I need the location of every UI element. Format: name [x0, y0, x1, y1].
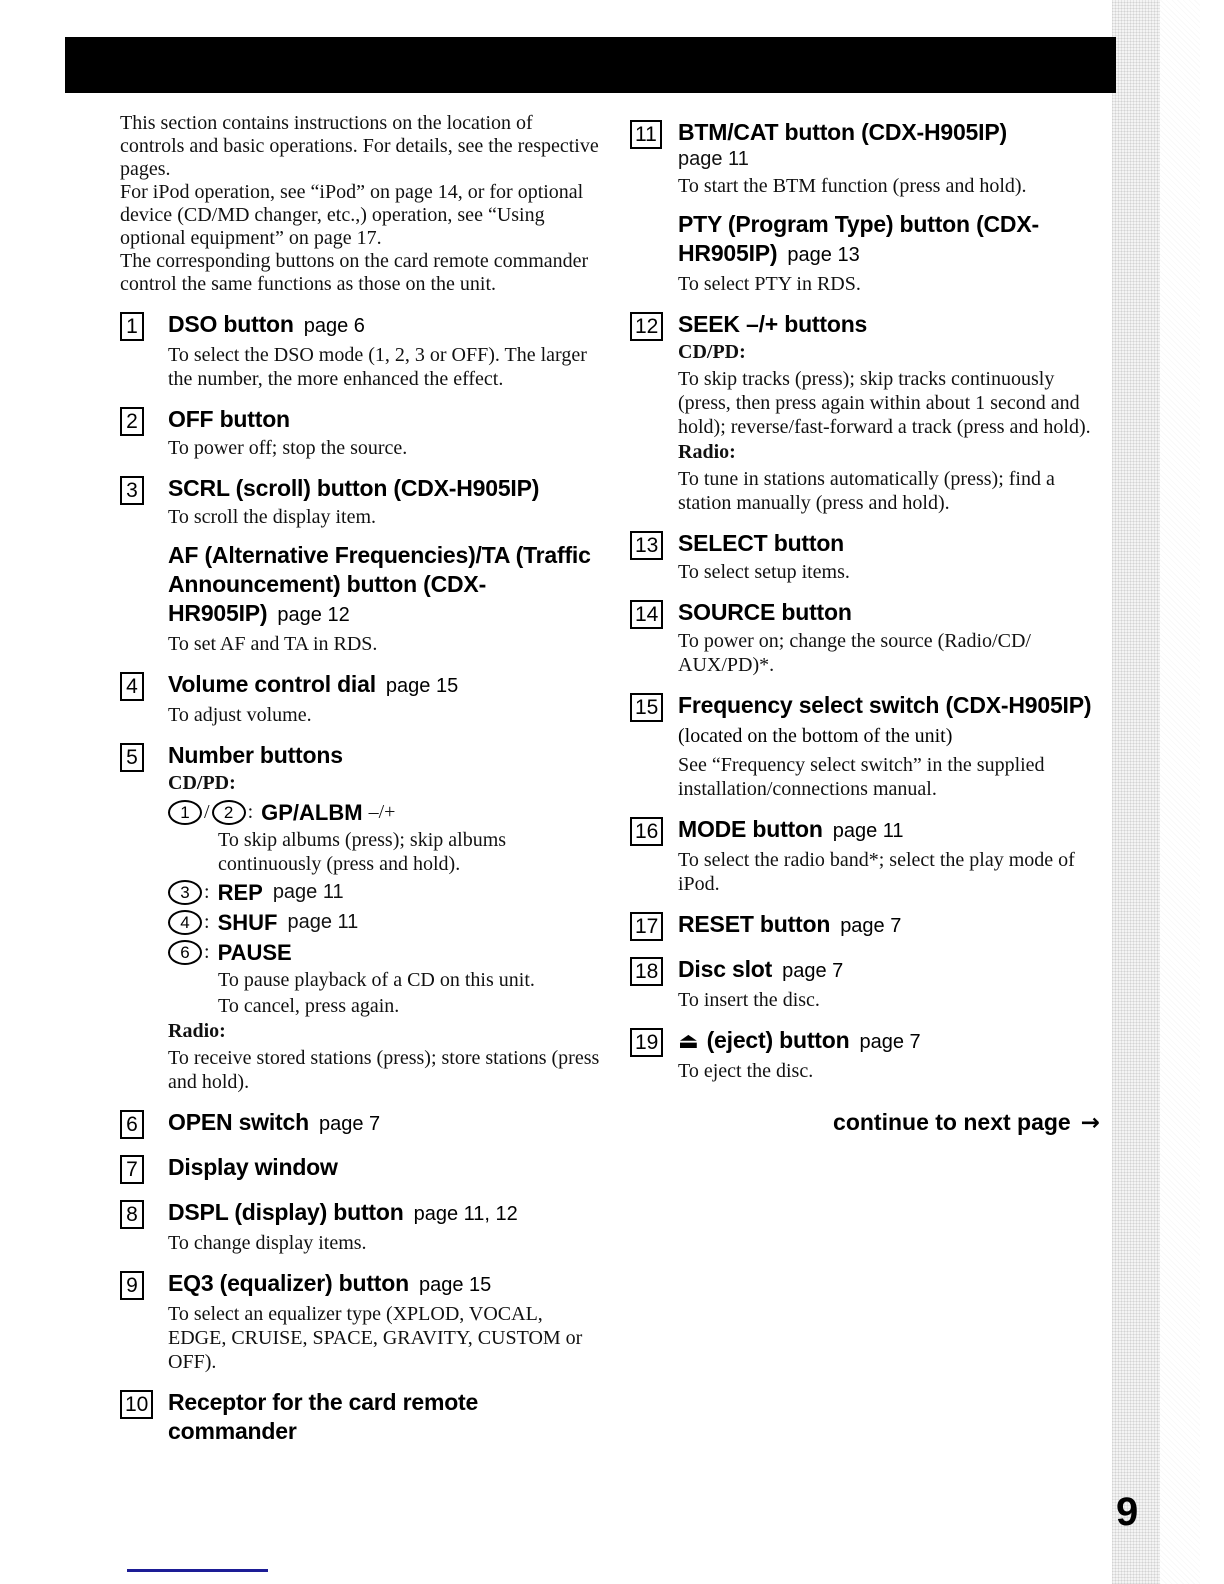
item-heading [168, 1388, 602, 1446]
item-number-box: 16 [630, 817, 663, 846]
number-button-entry-4 [168, 909, 602, 936]
item-eject-button [630, 1026, 1110, 1083]
item-eq3-button [120, 1269, 602, 1374]
item-body: To receive stored stations (press); store stations (press and hold). [168, 1047, 600, 1093]
sub-title: PTY (Program Type) button (CDX-HR905IP) page 13 [678, 211, 1039, 266]
item-title: (eject) button [706, 1027, 850, 1053]
item-title: DSO button [168, 311, 294, 337]
item-title: Receptor for the card remote commander [168, 1389, 479, 1444]
item-title: EQ3 (equalizer) button [168, 1270, 409, 1296]
minus-plus-suffix: –/+ [368, 801, 396, 823]
item-title: OFF button [168, 406, 290, 432]
number-button-entry-3 [168, 879, 602, 906]
page-ref: page 11, 12 [413, 1203, 518, 1225]
page-ref: page 7 [840, 915, 902, 937]
colon: : [204, 911, 210, 933]
page-ref: page 15 [418, 1274, 492, 1296]
item-body: To select the DSO mode (1, 2, 3 or OFF). The larger the number, the more enhanced the effect. [168, 344, 587, 390]
item-source-button [630, 598, 1110, 677]
item-number-box: 10 [120, 1390, 153, 1419]
item-title: Number buttons [168, 742, 343, 768]
button-function-label: PAUSE [217, 940, 292, 965]
item-number-box: 14 [630, 600, 663, 629]
eject-icon: ⏏ [678, 1029, 699, 1054]
colon: : [204, 881, 210, 903]
page-number: 9 [1116, 1490, 1139, 1534]
item-heading [678, 1026, 1110, 1057]
page-ref: page 11 [287, 911, 359, 933]
number-button-entry-6 [168, 939, 602, 966]
page-ref: page 6 [303, 315, 365, 337]
item-select-button [630, 529, 1110, 584]
item-receptor-card-remote [120, 1388, 602, 1446]
circled-6-icon: 6 [168, 940, 202, 965]
page-ref: page 7 [859, 1031, 921, 1053]
item-mode-button [630, 815, 1110, 896]
item-off-button [120, 405, 602, 460]
item-number-box: 19 [630, 1028, 663, 1057]
item-body: To select setup items. [678, 561, 850, 583]
page-ref: page 7 [318, 1113, 381, 1135]
item-title: Volume control dial [168, 671, 376, 697]
item-heading [678, 815, 1110, 846]
item-btm-cat-button [630, 118, 1110, 296]
sub-title: AF (Alternative Frequencies)/TA (Traffic Announcement) button (CDX-HR905IP) page 12 [168, 542, 591, 626]
button-function-label: SHUF [217, 910, 278, 935]
item-number-box: 13 [630, 531, 663, 560]
item-title: DSPL (display) button [168, 1199, 404, 1225]
page-ref: page 11 [678, 148, 749, 170]
item-body: To power on; change the source (Radio/CD/ AUX/PD)*. [678, 630, 1031, 676]
item-number-buttons [120, 741, 602, 1094]
page-ref: page 11 [272, 881, 344, 903]
item-heading [168, 1198, 602, 1229]
intro-text [120, 112, 602, 296]
entry-body: To skip albums (press); skip albums continuously (press and hold). [218, 829, 507, 875]
circled-2-icon: 2 [212, 800, 246, 825]
cdpd-label: CD/PD: [168, 772, 236, 794]
item-number-box: 18 [630, 957, 663, 986]
continue-note [630, 1109, 1110, 1136]
item-number-box: 6 [120, 1110, 144, 1139]
page-ref: page 15 [385, 675, 459, 697]
item-body: To adjust volume. [168, 704, 312, 726]
item-open-switch [120, 1108, 602, 1139]
item-title: BTM/CAT button (CDX-H905IP) [678, 119, 1007, 145]
item-heading [678, 118, 1110, 147]
item-title: SCRL (scroll) button (CDX-H905IP) [168, 475, 540, 501]
item-number-box: 7 [120, 1155, 144, 1184]
item-seek-buttons [630, 310, 1110, 515]
colon: : [247, 801, 254, 823]
item-number-box: 2 [120, 407, 144, 436]
item-number-box: 3 [120, 476, 144, 505]
item-title: Disc slot [678, 956, 773, 982]
arrow-right-icon: → [1080, 1110, 1100, 1136]
item-title: Display window [168, 1154, 338, 1180]
item-number-box: 12 [630, 312, 663, 341]
intro-paragraph: This section contains instructions on the location of controls and basic operations. For details, see the respective pages. [120, 112, 599, 180]
colon: : [204, 941, 210, 963]
item-disc-slot [630, 955, 1110, 1012]
item-body: To power off; stop the source. [168, 437, 408, 459]
circled-1-icon: 1 [168, 800, 202, 825]
circled-4-icon: 4 [168, 910, 202, 935]
item-number-box: 9 [120, 1271, 144, 1300]
item-heading [168, 405, 602, 434]
radio-label: Radio: [678, 441, 736, 463]
item-body: To scroll the display item. [168, 506, 377, 528]
item-body: To start the BTM function (press and hold). [678, 175, 1027, 197]
item-display-window [120, 1153, 602, 1184]
circled-3-icon: 3 [168, 880, 202, 905]
item-title: SOURCE button [678, 599, 852, 625]
item-number-box: 11 [630, 120, 662, 149]
footer-line [127, 1569, 268, 1572]
page-ref: page 7 [782, 960, 844, 982]
item-title: SEEK –/+ buttons [678, 311, 868, 337]
number-button-entry-1-2 [168, 799, 602, 826]
item-heading [678, 955, 1110, 986]
item-title: SELECT button [678, 530, 845, 556]
item-title: MODE button [678, 816, 823, 842]
right-column [630, 118, 1110, 1136]
item-body: To change display items. [168, 1232, 367, 1254]
item-number-box: 4 [120, 672, 144, 701]
item-title-note: (located on the bottom of the unit) [678, 725, 953, 747]
item-heading [678, 310, 1110, 339]
item-title: RESET button [678, 911, 831, 937]
item-subsection-af-ta [168, 541, 602, 656]
radio-label: Radio: [168, 1020, 226, 1042]
item-body: To insert the disc. [678, 989, 820, 1011]
entry-body: To pause playback of a CD on this unit. [218, 969, 535, 991]
item-body: To select the radio band*; select the play mode of iPod. [678, 849, 1075, 895]
continue-text: continue to next page [833, 1109, 1071, 1135]
item-heading [168, 474, 602, 503]
item-number-box: 17 [630, 912, 663, 941]
item-heading [168, 1108, 602, 1139]
item-heading [678, 691, 1110, 751]
item-number-box: 1 [120, 312, 144, 341]
item-body: To tune in stations automatically (press); find a station manually (press and hold). [678, 468, 1055, 514]
item-body: See “Frequency select switch” in the supplied installation/connections manual. [678, 754, 1045, 800]
header-bar [65, 37, 1116, 93]
item-number-box: 15 [630, 693, 663, 722]
item-heading [678, 910, 1110, 941]
item-number-box: 8 [120, 1200, 144, 1229]
button-function-label: GP/ALBM [261, 800, 363, 825]
item-title: Frequency select switch (CDX-H905IP) [678, 692, 1092, 718]
scan-edge-band [1112, 0, 1160, 1584]
item-subsection-pty [678, 210, 1110, 296]
item-number-box: 5 [120, 743, 144, 772]
intro-paragraph: For iPod operation, see “iPod” on page 14, or for optional device (CD/MD changer, etc.,) operation, see “Using optional equipment” on page 17. [120, 181, 584, 249]
item-dspl-button [120, 1198, 602, 1255]
item-dso-button [120, 310, 602, 391]
item-title: OPEN switch [168, 1109, 309, 1135]
cdpd-label: CD/PD: [678, 341, 746, 363]
item-heading [168, 741, 602, 770]
item-scrl-button [120, 474, 602, 656]
item-body: To eject the disc. [678, 1060, 814, 1082]
sub-body: To set AF and TA in RDS. [168, 633, 378, 655]
item-body: To select an equalizer type (XPLOD, VOCAL, EDGE, CRUISE, SPACE, GRAVITY, CUSTOM or OFF). [168, 1303, 583, 1373]
entry-body: To cancel, press again. [218, 995, 400, 1017]
left-column [120, 112, 602, 1446]
item-reset-button [630, 910, 1110, 941]
intro-paragraph: The corresponding buttons on the card remote commander control the same functions as those on the unit. [120, 250, 589, 295]
item-heading [168, 1269, 602, 1300]
page-ref: page 12 [277, 604, 350, 626]
scan-edge-band-light [1160, 0, 1200, 1584]
item-frequency-select-switch [630, 691, 1110, 801]
item-heading [678, 529, 1110, 558]
item-volume-control-dial [120, 670, 602, 727]
item-heading [168, 670, 602, 701]
button-function-label: REP [217, 880, 263, 905]
sub-body: To select PTY in RDS. [678, 273, 861, 295]
slash-separator: / [204, 801, 210, 823]
item-heading [168, 1153, 602, 1182]
page-ref: page 13 [787, 244, 860, 266]
item-heading [168, 310, 602, 341]
item-body: To skip tracks (press); skip tracks continuously (press, then press again within about 1 second and hold); reverse/fast-forward a track (press and hold). [678, 368, 1091, 438]
item-heading [678, 598, 1110, 627]
page-ref: page 11 [832, 820, 904, 842]
